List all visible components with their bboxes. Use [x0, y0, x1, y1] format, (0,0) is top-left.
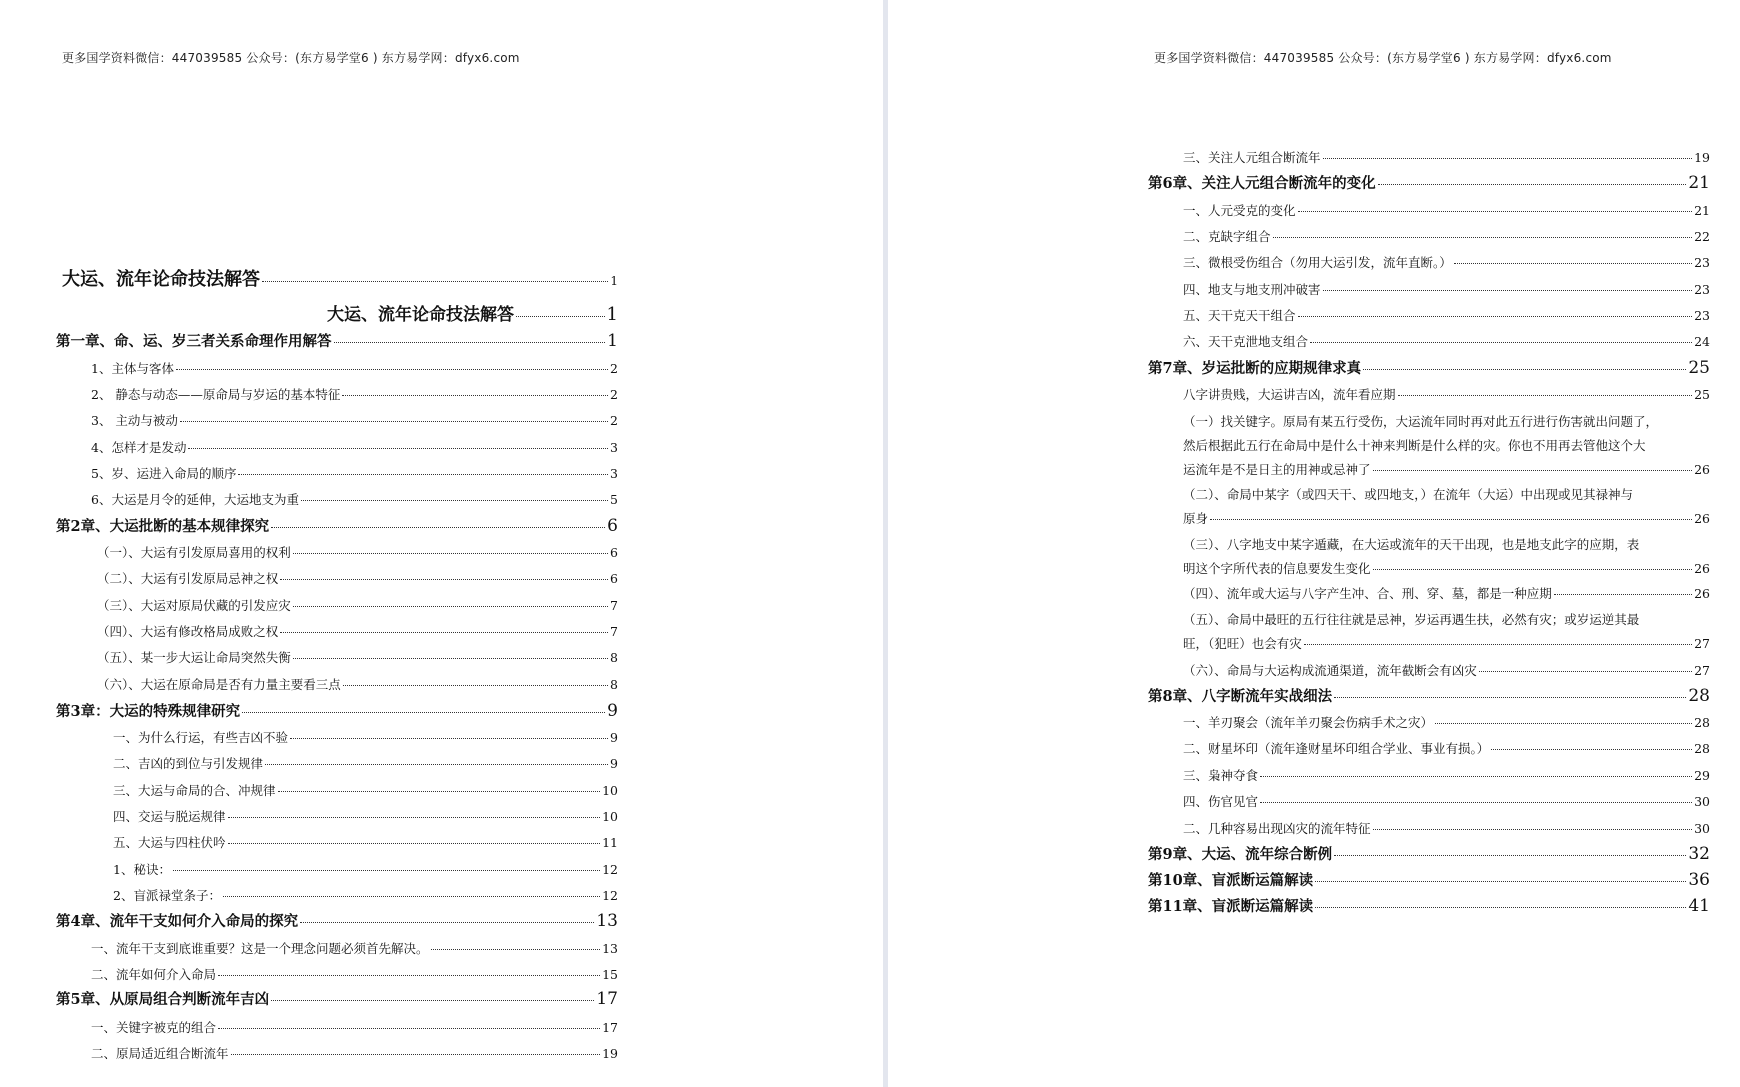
- toc-leader: [188, 448, 608, 449]
- toc-chapter-entry[interactable]: [1148, 897, 1710, 916]
- toc-entry-text: 大运、流年论命技法解答: [327, 305, 514, 325]
- right-page: [888, 0, 1740, 1087]
- toc-page-number: 3: [610, 466, 618, 481]
- toc-page-number: 23: [1694, 282, 1710, 297]
- toc-chapter-entry[interactable]: [1148, 687, 1710, 706]
- toc-leader: [293, 606, 608, 607]
- toc-heading-entry[interactable]: [327, 303, 618, 327]
- toc-entry-text: 第6章、关注人元组合断流年的变化: [1148, 175, 1376, 192]
- toc-leader: [431, 949, 601, 950]
- toc-entry-text: 三、微根受伤组合（勿用大运引发，流年直断。）: [1183, 255, 1452, 270]
- toc-entry-text: 3、 主动与被动: [91, 413, 178, 428]
- toc-entry-text: 四、地支与地支刑冲破害: [1183, 282, 1321, 297]
- toc-page-number: 41: [1688, 896, 1710, 916]
- toc-entry-text: 第4章、流年干支如何介入命局的探究: [56, 913, 299, 930]
- toc-entry-text: （一）找关键字。原局有某五行受伤，大运流年同时再对此五行进行伤害就出问题了，: [1183, 414, 1659, 429]
- toc-page-number: 28: [1694, 741, 1710, 756]
- toc-section-entry[interactable]: [1183, 202, 1710, 220]
- toc-entry-text: 五、大运与四柱伏吟: [113, 835, 226, 850]
- toc-page-number: 29: [1694, 768, 1710, 783]
- toc-section-entry[interactable]: [1183, 767, 1710, 785]
- toc-section-entry[interactable]: [91, 465, 618, 483]
- toc-page-number: 25: [1694, 387, 1710, 402]
- toc-entry-text: 运流年是不是日主的用神或忌神了: [1183, 462, 1371, 477]
- toc-page-number: 12: [602, 888, 618, 903]
- toc-page-number: 30: [1694, 821, 1710, 836]
- toc-entry-text: （四）、流年或大运与八字产生冲、合、刑、穿、墓，都是一种应期: [1183, 586, 1552, 601]
- toc-page-number: 2: [610, 387, 618, 402]
- toc-entry-text: 第8章、八字断流年实战细法: [1148, 688, 1333, 705]
- toc-leader: [1210, 519, 1692, 520]
- toc-leader: [1304, 644, 1692, 645]
- toc-page-number: 26: [1694, 561, 1710, 576]
- toc-section-entry[interactable]: [1183, 820, 1710, 838]
- toc-entry-text: 第7章、岁运批断的应期规律求真: [1148, 360, 1362, 377]
- toc-entry-text: 4、怎样才是发动: [91, 440, 187, 455]
- toc-entry-text: （二）、命局中某字（或四天干、或四地支，）在流年（大运）中出现或见其禄神与: [1183, 487, 1634, 502]
- toc-section-entry[interactable]: [113, 861, 618, 879]
- toc-page-number: 32: [1688, 844, 1710, 864]
- toc-section-entry[interactable]: [113, 729, 618, 747]
- toc-leader: [516, 316, 605, 317]
- toc-entry-text: 2、 静态与动态——原命局与岁运的基本特征: [91, 387, 341, 402]
- toc-entry-text: 第3章：大运的特殊规律研究: [56, 703, 241, 720]
- toc-page-number: 3: [610, 440, 618, 455]
- toc-page-number: 24: [1694, 334, 1710, 349]
- toc-section-entry[interactable]: [97, 623, 618, 641]
- toc-section-entry[interactable]: [91, 1019, 618, 1037]
- toc-chapter-entry[interactable]: [1148, 845, 1710, 864]
- toc-entry-text: 六、天干克泄地支组合: [1183, 334, 1309, 349]
- toc-leader: [334, 342, 606, 343]
- toc-leader: [1378, 184, 1687, 185]
- toc-entry-text: 原身: [1183, 511, 1209, 526]
- toc-page-number: 15: [602, 967, 618, 982]
- toc-section-entry[interactable]: [1183, 740, 1710, 758]
- toc-leader: [1273, 237, 1693, 238]
- toc-page-number: 26: [1694, 586, 1710, 601]
- toc-section-entry[interactable]: [97, 597, 618, 615]
- toc-section-entry[interactable]: [97, 570, 618, 588]
- toc-entry-text: 2、盲派禄堂条子：: [113, 888, 221, 903]
- toc-page-number: 6: [607, 516, 618, 536]
- toc-entry-text: 明这个字所代表的信息要发生变化: [1183, 561, 1371, 576]
- toc-entry-text: 一、羊刃聚会（流年羊刃聚会伤病手术之灾）: [1183, 715, 1434, 730]
- toc-page-number: 9: [610, 730, 618, 745]
- page-header: 更多国学资料微信：447039585 公众号：(东方易学堂6 ) 东方易学网：dfyx6.com: [1154, 51, 1612, 65]
- toc-section-entry[interactable]: [1183, 281, 1710, 299]
- toc-page-number: 10: [602, 809, 618, 824]
- toc-page-number: 30: [1694, 794, 1710, 809]
- toc-entry-text: 第一章、命、运、岁三者关系命理作用解答: [56, 333, 332, 350]
- toc-leader: [173, 870, 600, 871]
- toc-leader: [1323, 290, 1693, 291]
- toc-page-number: 2: [610, 413, 618, 428]
- toc-entry-text: 一、人元受克的变化: [1183, 203, 1296, 218]
- toc-section-entry[interactable]: [113, 808, 618, 826]
- toc-page-number: 8: [610, 677, 618, 692]
- toc-leader: [1479, 671, 1692, 672]
- toc-leader: [218, 1028, 600, 1029]
- toc-page-number: 27: [1694, 663, 1710, 678]
- toc-section-entry[interactable]: [97, 676, 618, 694]
- toc-leader: [1315, 881, 1686, 882]
- toc-section-entry[interactable]: [1183, 333, 1710, 351]
- toc-entry-text: 二、财星坏印（流年逢财星坏印组合学业、事业有损。）: [1183, 741, 1490, 756]
- toc-leader: [271, 527, 605, 528]
- toc-entry-text: 二、原局适近组合断流年: [91, 1046, 229, 1061]
- toc-leader: [176, 369, 608, 370]
- toc-entry-text: （四）、大运有修改格局成败之权: [97, 624, 279, 639]
- toc-entry-text: 一、为什么行运，有些吉凶不验: [113, 730, 289, 745]
- toc-leader: [1373, 829, 1693, 830]
- toc-leader: [218, 975, 600, 976]
- toc-entry-text: 五、天干克天干组合: [1183, 308, 1296, 323]
- toc-entry-text: 第2章、大运批断的基本规律探究: [56, 518, 270, 535]
- toc-title-entry[interactable]: [62, 268, 618, 293]
- toc-page-number: 1: [607, 331, 618, 351]
- toc-entry-text: 第11章、盲派断运篇解读: [1148, 898, 1314, 915]
- toc-page-number: 8: [610, 650, 618, 665]
- toc-page-number: 27: [1694, 636, 1710, 651]
- toc-entry-text: （六）、命局与大运构成流通渠道，流年截断会有凶灾: [1183, 663, 1477, 678]
- toc-page-number: 21: [1688, 173, 1710, 193]
- toc-leader: [231, 1054, 601, 1055]
- toc-section-entry[interactable]: [1183, 254, 1710, 272]
- toc-section-entry[interactable]: [1183, 386, 1710, 404]
- toc-entry-text: 第9章、大运、流年综合断例: [1148, 846, 1333, 863]
- toc-entry-text: 第5章、从原局组合判断流年吉凶: [56, 991, 270, 1008]
- toc-leader: [228, 843, 601, 844]
- toc-section-entry[interactable]: [1183, 585, 1710, 603]
- toc-leader: [1363, 369, 1686, 370]
- toc-entry-text: 1、秘诀：: [113, 862, 171, 877]
- toc-chapter-entry[interactable]: [1148, 871, 1710, 890]
- toc-entry-text: 然后根据此五行在命局中是什么十神来判断是什么样的灾。你也不用再去管他这个大: [1183, 438, 1646, 453]
- toc-page-number: 19: [602, 1046, 618, 1061]
- toc-entry-text: 1、主体与客体: [91, 361, 174, 376]
- toc-leader: [278, 791, 601, 792]
- toc-leader: [238, 474, 608, 475]
- toc-entry-text: 旺，（犯旺）也会有灾: [1183, 636, 1302, 651]
- toc-entry-text: 八字讲贵贱，大运讲吉凶，流年看应期: [1183, 387, 1396, 402]
- toc-section-entry[interactable]: [113, 782, 618, 800]
- toc-section-entry[interactable]: [97, 649, 618, 667]
- toc-section-entry[interactable]: [91, 360, 618, 378]
- toc-entry-text: （一）、大运有引发原局喜用的权利: [97, 545, 291, 560]
- toc-leader: [1334, 697, 1686, 698]
- toc-section-entry[interactable]: [97, 544, 618, 562]
- toc-entry-text: 6、大运是月令的延伸，大运地支为重: [91, 492, 299, 507]
- toc-entry-text: （六）、大运在原命局是否有力量主要看三点: [97, 677, 341, 692]
- toc-section-entry[interactable]: [1183, 307, 1710, 325]
- toc-leader: [293, 553, 608, 554]
- toc-page-number: 5: [610, 492, 618, 507]
- toc-page-number: 17: [602, 1020, 618, 1035]
- toc-page-number: 19: [1694, 150, 1710, 165]
- toc-leader: [1435, 723, 1692, 724]
- toc-page-number: 28: [1688, 686, 1710, 706]
- toc-leader: [1298, 316, 1693, 317]
- toc-section-entry[interactable]: [91, 966, 618, 984]
- toc-page-number: 11: [602, 835, 618, 850]
- toc-chapter-entry[interactable]: [56, 332, 618, 351]
- toc-section-entry[interactable]: [91, 386, 618, 404]
- toc-leader: [1398, 395, 1693, 396]
- toc-section-entry[interactable]: [91, 1045, 618, 1063]
- toc-entry-text: 二、几种容易出现凶灾的流年特征: [1183, 821, 1371, 836]
- toc-page-number: 36: [1688, 870, 1710, 890]
- toc-page-number: 12: [602, 862, 618, 877]
- toc-entry-text: 大运、流年论命技法解答: [62, 269, 260, 290]
- toc-section-entry-multiline[interactable]: [1183, 533, 1710, 581]
- toc-page-number: 9: [610, 756, 618, 771]
- toc-entry-text: （五）、某一步大运让命局突然失衡: [97, 650, 291, 665]
- toc-page-number: 6: [610, 571, 618, 586]
- toc-leader: [290, 738, 608, 739]
- toc-leader: [343, 685, 608, 686]
- toc-leader: [1323, 158, 1693, 159]
- toc-page-number: 28: [1694, 715, 1710, 730]
- toc-leader: [1260, 802, 1692, 803]
- toc-leader: [293, 658, 608, 659]
- toc-entry-text: 一、关键字被克的组合: [91, 1020, 217, 1035]
- toc-section-entry[interactable]: [91, 491, 618, 509]
- page-header: 更多国学资料微信：447039585 公众号：(东方易学堂6 ) 东方易学网：dfyx6.com: [62, 51, 520, 65]
- toc-leader: [1260, 776, 1692, 777]
- toc-page-number: 13: [602, 941, 618, 956]
- toc-leader: [1373, 569, 1693, 570]
- toc-entry-text: （五）、命局中最旺的五行往往就是忌神，岁运再遇生扶，必然有灾；或岁运逆其最: [1183, 612, 1640, 627]
- toc-section-entry-multiline[interactable]: [1183, 483, 1710, 531]
- toc-section-entry[interactable]: [1183, 228, 1710, 246]
- toc-leader: [262, 281, 608, 282]
- toc-section-entry[interactable]: [1183, 714, 1710, 732]
- toc-leader: [242, 712, 605, 713]
- toc-page-number: 25: [1688, 358, 1710, 378]
- toc-chapter-entry[interactable]: [56, 990, 618, 1009]
- toc-entry-text: 第10章、盲派断运篇解读: [1148, 872, 1314, 889]
- toc-section-entry[interactable]: [1183, 149, 1710, 167]
- toc-section-entry[interactable]: [91, 439, 618, 457]
- toc-section-entry-multiline[interactable]: [1183, 410, 1710, 482]
- toc-page-number: 9: [607, 701, 618, 721]
- toc-leader: [228, 817, 601, 818]
- toc-section-entry[interactable]: [113, 755, 618, 773]
- toc-chapter-entry[interactable]: [56, 517, 618, 536]
- toc-page-number: 23: [1694, 308, 1710, 323]
- toc-section-entry[interactable]: [91, 940, 618, 958]
- toc-leader: [1298, 211, 1693, 212]
- toc-leader: [180, 421, 608, 422]
- toc-page-number: 26: [1694, 462, 1710, 477]
- toc-entry-text: 5、岁、运进入命局的顺序: [91, 466, 237, 481]
- toc-page-number: 1: [610, 274, 618, 288]
- toc-section-entry[interactable]: [91, 412, 618, 430]
- toc-entry-text: 一、流年干支到底谁重要？这是一个理念问题必须首先解决。: [91, 941, 429, 956]
- toc-page-number: 7: [610, 624, 618, 639]
- toc-leader: [1491, 749, 1692, 750]
- toc-entry-text: 三、关注人元组合断流年: [1183, 150, 1321, 165]
- toc-chapter-entry[interactable]: [56, 912, 618, 931]
- toc-leader: [223, 896, 600, 897]
- toc-leader: [280, 632, 608, 633]
- toc-page-number: 21: [1694, 203, 1710, 218]
- toc-page-number: 7: [610, 598, 618, 613]
- toc-entry-text: 二、吉凶的到位与引发规律: [113, 756, 264, 771]
- toc-leader: [271, 1000, 594, 1001]
- toc-leader: [1373, 470, 1693, 471]
- toc-entry-text: 三、枭神夺食: [1183, 768, 1259, 783]
- toc-page-number: 10: [602, 783, 618, 798]
- toc-page-number: 6: [610, 545, 618, 560]
- toc-section-entry[interactable]: [1183, 793, 1710, 811]
- toc-leader: [1315, 907, 1686, 908]
- toc-chapter-entry[interactable]: [56, 702, 618, 721]
- toc-entry-text: （三）、大运对原局伏藏的引发应灾: [97, 598, 291, 613]
- toc-page-number: 1: [606, 304, 618, 325]
- toc-page-number: 22: [1694, 229, 1710, 244]
- toc-section-entry[interactable]: [113, 887, 618, 905]
- toc-entry-text: （三）、八字地支中某字遁藏，在大运或流年的天干出现，也是地支此字的应期，表: [1183, 537, 1640, 552]
- toc-leader: [342, 395, 608, 396]
- toc-section-entry[interactable]: [113, 834, 618, 852]
- toc-leader: [1454, 263, 1692, 264]
- toc-chapter-entry[interactable]: [1148, 359, 1710, 378]
- toc-leader: [1554, 594, 1692, 595]
- toc-section-entry-multiline[interactable]: [1183, 608, 1710, 656]
- toc-entry-text: （二）、大运有引发原局忌神之权: [97, 571, 279, 586]
- toc-leader: [1310, 342, 1692, 343]
- toc-page-number: 26: [1694, 511, 1710, 526]
- toc-page-number: 17: [596, 989, 618, 1009]
- toc-leader: [301, 500, 608, 501]
- toc-entry-text: 四、伤官见官: [1183, 794, 1259, 809]
- toc-chapter-entry[interactable]: [1148, 174, 1710, 193]
- toc-leader: [1334, 855, 1686, 856]
- toc-entry-text: 四、交运与脱运规律: [113, 809, 226, 824]
- toc-leader: [265, 764, 608, 765]
- toc-entry-text: 三、大运与命局的合、冲规律: [113, 783, 276, 798]
- toc-page-number: 23: [1694, 255, 1710, 270]
- toc-section-entry[interactable]: [1183, 662, 1710, 680]
- toc-page-number: 2: [610, 361, 618, 376]
- toc-leader: [280, 579, 608, 580]
- toc-page-number: 13: [596, 911, 618, 931]
- toc-entry-text: 二、克缺字组合: [1183, 229, 1271, 244]
- toc-entry-text: 二、流年如何介入命局: [91, 967, 217, 982]
- toc-leader: [300, 922, 594, 923]
